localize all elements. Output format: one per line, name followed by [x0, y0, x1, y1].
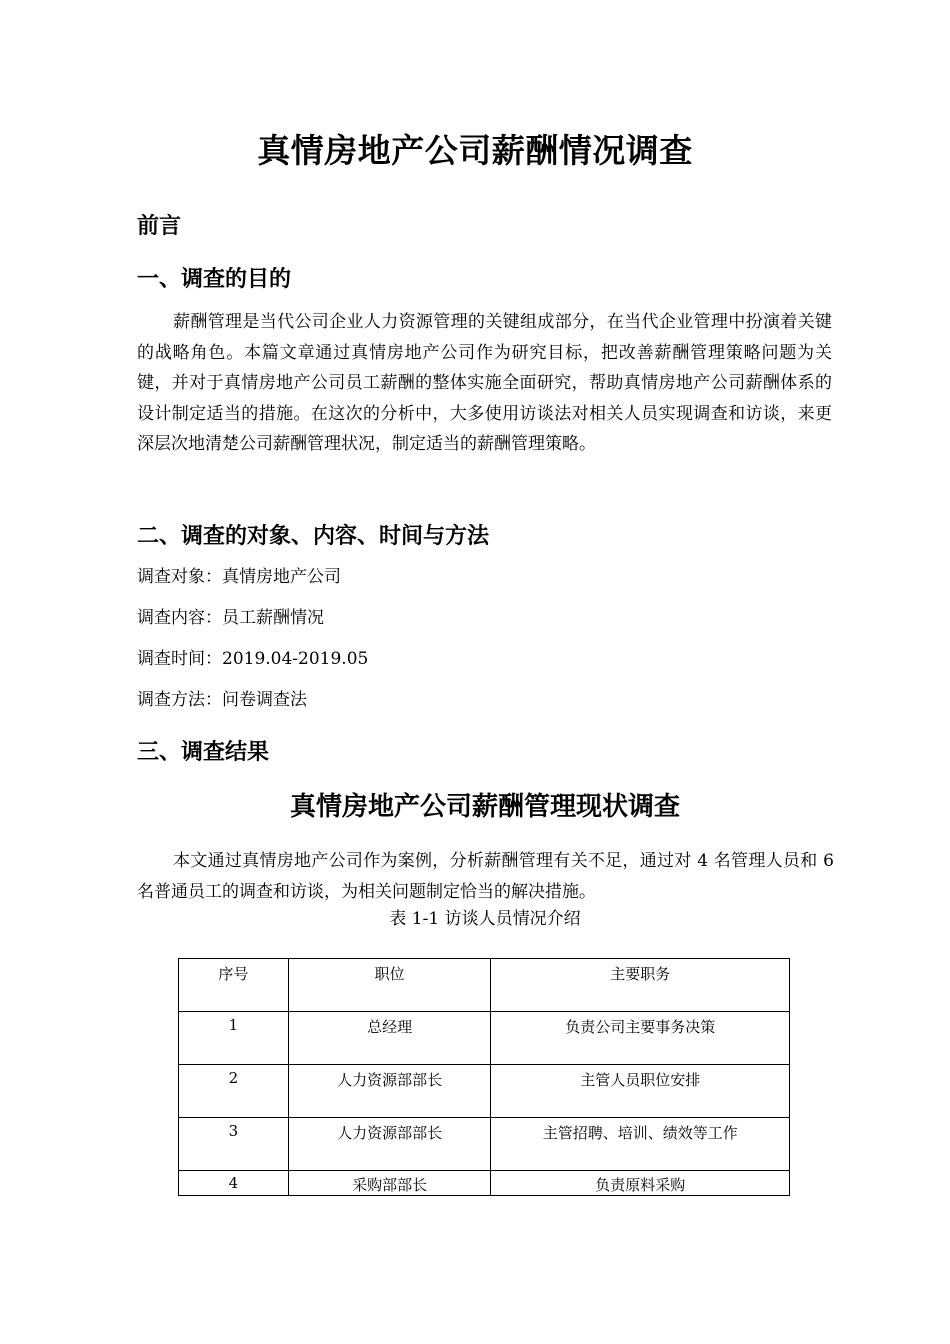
- results-subtitle: 真情房地产公司薪酬管理现状调查: [289, 792, 680, 822]
- table-header-cell: 序号: [179, 959, 289, 1012]
- table-row: [179, 1012, 790, 1065]
- table-cell: 2: [179, 1065, 289, 1118]
- results-paragraph: 本文通过真情房地产公司作为案例，分析薪酬管理有关不足，通过对 4 名管理人员和 6 名普通员工的调查和访谈，为相关问题制定恰当的解决措施。: [137, 851, 834, 902]
- table-header-cell: 职位: [288, 959, 491, 1012]
- section1-paragraph: 薪酬管理是当代公司企业人力资源管理的关键组成部分，在当代企业管理中扮演着关键的战略角色。本篇文章通过真情房地产公司作为研究目标，把改善薪酬管理策略问题为关键，并对于真情房地产公司员工薪酬的整体实施全面研究，帮助真情房地产公司薪酬体系的设计制定适当的措施。在这次的分析中，大多使用访谈法对相关人员实现调查和访谈，来更深层次地清楚公司薪酬管理状况，制定适当的薪酬管理策略。: [137, 312, 832, 454]
- survey-method-line: 调查方法：问卷调查法: [137, 690, 307, 710]
- table-header-cell: 主要职务: [491, 959, 790, 1012]
- table-cell: 1: [179, 1012, 289, 1065]
- survey-content-line: 调查内容：员工薪酬情况: [137, 608, 324, 628]
- table-cell: 负责公司主要事务决策: [491, 1012, 790, 1065]
- table-cell: 总经理: [288, 1012, 491, 1065]
- table-cell: 主管招聘、培训、绩效等工作: [491, 1118, 790, 1171]
- table-cell: 主管人员职位安排: [491, 1065, 790, 1118]
- table-cell: 采购部部长: [288, 1171, 491, 1196]
- section3-heading: 三、调查结果: [137, 740, 270, 765]
- section2-heading: 二、调查的对象、内容、时间与方法: [137, 524, 490, 549]
- survey-time-line: 调查时间：2019.04-2019.05: [137, 649, 369, 669]
- table-cell: 负责原料采购: [491, 1171, 790, 1196]
- survey-target-line: 调查对象：真情房地产公司: [137, 567, 341, 587]
- interviewee-table: [178, 958, 790, 1196]
- table-caption: 表 1-1 访谈人员情况介绍: [389, 909, 581, 929]
- table-row: [179, 1171, 790, 1196]
- table-cell: 3: [179, 1118, 289, 1171]
- table-row: [179, 1065, 790, 1118]
- table-cell: 人力资源部部长: [288, 1065, 491, 1118]
- preface-heading: 前言: [137, 214, 182, 239]
- table-cell: 人力资源部部长: [288, 1118, 491, 1171]
- section1-heading: 一、调查的目的: [137, 267, 292, 292]
- table-cell: 4: [179, 1171, 289, 1196]
- table-header-row: [179, 959, 790, 1012]
- table-row: [179, 1118, 790, 1171]
- document-title: 真情房地产公司薪酬情况调查: [257, 131, 693, 170]
